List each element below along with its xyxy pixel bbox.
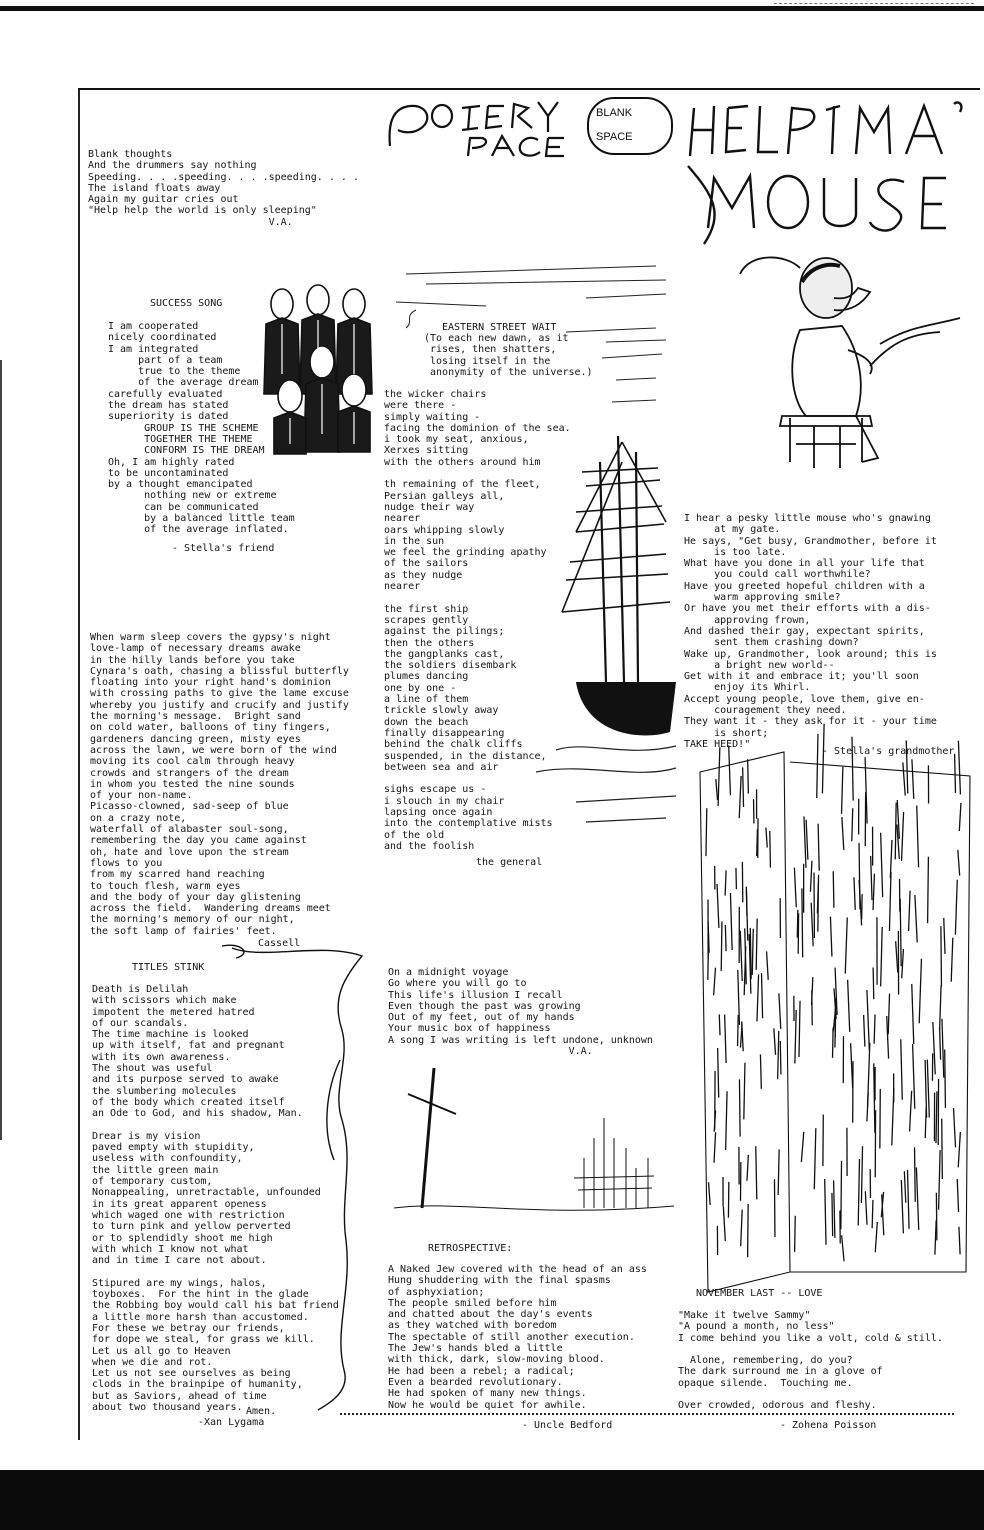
bookshelf-stroke [940, 986, 941, 1030]
bookshelf-stroke [725, 870, 726, 895]
bookshelf-stroke [913, 1044, 915, 1109]
bookshelf-stroke [757, 829, 758, 856]
bookshelf-stroke [740, 1023, 742, 1047]
bookshelf-stroke [890, 840, 892, 878]
bookshelf-stroke [762, 973, 763, 1018]
bookshelf-stroke [933, 1022, 935, 1074]
bookshelf-stroke [951, 938, 953, 982]
top-rule [0, 6, 984, 11]
bookshelf-stroke [748, 759, 749, 793]
bookshelf-stroke [916, 1167, 918, 1229]
bookshelf-stroke [881, 833, 883, 897]
bookshelf-stroke [892, 1088, 894, 1145]
bookshelf-stroke [780, 1041, 781, 1074]
bookshelf-stroke [706, 808, 707, 856]
top-dotted-rule [774, 0, 974, 4]
bookshelf-stroke [723, 1207, 725, 1241]
success-song-author: - Stella's friend [172, 543, 275, 554]
bookshelf-stroke [834, 1180, 835, 1238]
bookshelf-stroke [811, 903, 813, 947]
bookshelf-stroke [725, 1015, 726, 1063]
bookshelf-stroke [741, 1210, 743, 1247]
bookshelf-stroke [903, 762, 905, 795]
gypsy-night-poem: When warm sleep covers the gypsy's night love-lamp of necessary dreams awake in the hilly lands before you take Cynara's oath, chasing a blissful butterfly floating into your right hand's dominion with crossing paths to give the lame excuse whereby you justify and crucify and justify the morning's message. Bright sand on cold water, balloons of tiny fingers, gardeners dancing green, misty eyes across the lawn, we were born of the wind moving its cool calm through heavy crowds and strangers of the dream in whom you tested the nine sounds of your non-name. Picasso-clowned, sad-seep of blue on a crazy note, waterfall of alabaster soul-song, remembering the day you came against oh, hate and love upon the stream flows to you from my scarred hand reaching to touch flesh, warm eyes and the body of your day glistening across the field. Wandering dreams meet the morning's memory of our night, the soft lamp of fairies' feet. [90, 632, 349, 937]
bookshelf-stroke [925, 1107, 926, 1138]
eastern-street-wait-title: EASTERN STREET WAIT [442, 322, 557, 333]
smoking-mouse-illustration [730, 248, 970, 478]
bookshelf-stroke [872, 1200, 873, 1228]
bookshelf-stroke [743, 767, 744, 807]
bookshelf-stroke [910, 1091, 912, 1132]
bottom-dotted-rule [340, 1413, 954, 1415]
bookshelf-stroke [709, 1182, 711, 1205]
bottom-edge [0, 1470, 984, 1530]
bookshelf-stroke [779, 993, 781, 1029]
retrospective-title: RETROSPECTIVE: [428, 1243, 513, 1254]
bookshelf-stroke [941, 926, 942, 987]
bookshelf-stroke [806, 820, 808, 860]
bookshelf-stroke [958, 1132, 960, 1167]
bookshelf-stroke [714, 1132, 716, 1163]
titles-stink-title: TITLES STINK [132, 962, 205, 973]
bookshelf-stroke [795, 1216, 796, 1252]
bookshelf-stroke [871, 856, 872, 900]
titles-stink-author: -Xan Lygama [198, 1417, 265, 1428]
bookshelf-stroke [959, 803, 961, 831]
pesky-mouse-author: - Stella's grandmother [822, 746, 955, 757]
bookshelf-stroke [928, 857, 929, 923]
bookshelf-stroke [739, 776, 741, 818]
bookshelf-stroke [852, 808, 853, 841]
bookshelf-stroke [915, 1147, 916, 1202]
bookshelf-stroke [881, 927, 883, 986]
bookshelf-stroke [845, 917, 847, 973]
bookshelf-stroke [895, 803, 896, 860]
november-last-poem: "Make it twelve Sammy" "A pound a month, no less" I come behind you like a volt, cold & still. Alone, remembering, do you? The dark surround me in a glove of opaque silende. Touching me. Over crowded, odorous and fleshy. [678, 1310, 943, 1412]
gypsy-night-author: Cassell [258, 938, 301, 949]
bookshelf-stroke [912, 984, 914, 1044]
bookshelf-stroke [875, 1222, 877, 1252]
bookshelf-stroke [766, 828, 767, 848]
bookshelf-stroke [867, 1093, 868, 1122]
left-margin-rule [0, 360, 10, 1140]
bookshelf-stroke [774, 1028, 776, 1055]
bookshelf-stroke [757, 974, 759, 1021]
bookshelf-stroke [842, 767, 843, 814]
bookshelf-stroke [873, 874, 874, 910]
bookshelf-stroke [810, 861, 811, 892]
bookshelf-stroke [770, 831, 771, 868]
bookshelf-stroke [833, 871, 834, 908]
poetry-space-logo [380, 94, 680, 164]
bookshelf-stroke [802, 888, 803, 957]
bookshelf-stroke [740, 931, 742, 981]
bookshelf-stroke [842, 817, 844, 850]
titles-stink-closing: Amen. [246, 1406, 277, 1417]
success-song-poem: I am cooperated nicely coordinated I am integrated part of a team true to the theme of the average dream carefully evaluated the dream has stated superiority is dated GROUP IS THE SCHEME TOGETHER THE THEME CONFORM IS THE DREAM Oh, I am highly rated to be uncontaminated by a thought emancipated nothing new or extreme can be communicated by a balanced little team of the average inflated. [108, 321, 295, 536]
bookshelf-stroke [901, 1039, 903, 1099]
bookshelf-stroke [795, 1010, 796, 1064]
bookshelf-stroke [935, 1220, 936, 1254]
bookshelf-stroke [959, 1227, 960, 1255]
bookshelf-stroke [942, 1119, 943, 1179]
bookshelf-stroke [825, 1179, 826, 1245]
bookshelf-stroke [833, 1027, 834, 1057]
success-song-title: SUCCESS SONG [150, 298, 223, 309]
bookshelf-stroke [865, 1191, 867, 1224]
bookshelf-stroke [835, 998, 836, 1047]
bookshelf-stroke [841, 1161, 842, 1230]
bookshelf-stroke [907, 1170, 909, 1229]
bookshelf-stroke [912, 759, 914, 799]
bookshelf-stroke [888, 993, 889, 1034]
bookshelf-stroke [778, 1031, 779, 1079]
bookshelf-stroke [726, 1091, 727, 1150]
bookshelf-stroke [955, 880, 957, 935]
bookshelf-stroke [746, 887, 747, 916]
bookshelf-stroke [801, 1132, 803, 1162]
bookshelf-stroke [861, 1146, 862, 1203]
bookshelf-stroke [944, 918, 945, 954]
bookshelf-stroke [725, 925, 726, 951]
bookshelf-stroke [874, 1014, 875, 1043]
help-im-a-mouse-title [684, 96, 974, 246]
bookshelf-stroke [955, 754, 956, 793]
bookshelf-stroke [858, 1159, 859, 1226]
bookshelf-stroke [867, 990, 869, 1050]
bookshelf-stroke [904, 1171, 905, 1203]
bookshelf-stroke [752, 929, 753, 975]
blank-thoughts-poem: Blank thoughts And the drummers say nothing Speeding. . . .speeding. . . .speeding. . . . The island floats away Again my guitar cries out "Help help the world is only sleeping" V.A. [88, 149, 359, 228]
bookshelf-stroke [717, 884, 719, 928]
bookshelf-stroke [730, 893, 732, 950]
november-last-title: NOVEMBER LAST -- LOVE [696, 1288, 823, 1299]
bookshelf-stroke [915, 895, 917, 942]
bookshelf-stroke [832, 1193, 833, 1236]
bookshelf-stroke [842, 1235, 844, 1261]
bookshelf-stroke [719, 1014, 720, 1035]
cross-skyline-illustration [394, 1058, 684, 1228]
retrospective-poem: A Naked Jew covered with the head of an ass Hung shuddering with the final spasms of asphyxiation; The people smiled before him and chatted about the day's events as they watched with boredom The spectable of still another execution. The Jew's hands bled a little with thick, dark, slow-moving blood. He had been a rebel; a radical; Even a bearded revolutionary. He had spoken of many new things. Now he would be quiet for awhile. [388, 1264, 647, 1411]
bookshelf-stroke [859, 843, 860, 910]
bookshelf-stroke [738, 1015, 739, 1046]
top-edge [0, 0, 984, 14]
pesky-mouse-poem: I hear a pesky little mouse who's gnawing at my gate. He says, "Get busy, Grandmother, before it is too late. What have you done in all your life that you could call worthwhile? Have you greeted hopeful children with a warm approving smile? Or have you met their efforts with a dis- approving frown, And dashed their gay, expectant spirits, sent them crashing down? Wake up, Grandmother, look around; this is a bright new world-- Get with it and embrace it; you'll soon enjoy its Whirl. Accept young people, love them, give en- couragement they need. They want it - they ask for it - your time is short; TAKE HEED!" [684, 513, 937, 750]
bookshelf-stroke [729, 746, 731, 796]
bookshelf-stroke [958, 850, 960, 876]
bookshelf-illustration [694, 752, 974, 1292]
bookshelf-stroke [744, 1063, 745, 1120]
bookshelf-stroke [902, 812, 904, 861]
space-label: SPACE [596, 131, 633, 143]
bookshelf-stroke [739, 1079, 740, 1136]
eastern-street-wait-poem: the wicker chairs were there - simply waiting - facing the dominion of the sea. i took my seat, anxious, Xerxes sitting with the others around him th remaining of the fleet, Persian galleys all, nudge their way nearer oars whipping slowly in the sun we feel the grinding apathy of the sailors as they nudge nearer the first ship scrapes gently against the pilings; then the others the gangplanks cast, the soldiers disembark plumes dancing one by one - a line of them trickle slowly away down the beach finally disappearing behind the chalk cliffs suspended, in the distance, between sea and air sighs escape us - i slouch in my chair lapsing once again into the contemplative mists of the old and the foolish [384, 389, 571, 852]
bookshelf-stroke [896, 941, 898, 972]
bookshelf-stroke [747, 1155, 748, 1181]
bookshelf-stroke [756, 919, 757, 970]
midnight-voyage-poem: On a midnight voyage Go where you will go to This life's illusion I recall Even though the past was growing Out of my feet, out of my hands Your music box of happiness A song I was writing is left undone, unknown V.A. [388, 967, 653, 1058]
blank-space-stamp [596, 106, 632, 144]
bookshelf-stroke [889, 872, 891, 931]
bookshelf-stroke [957, 1179, 958, 1212]
bookshelf-stroke [936, 1091, 937, 1143]
bookshelf-stroke [945, 1050, 946, 1108]
bookshelf-stroke [917, 806, 919, 868]
bookshelf-stroke [927, 1060, 929, 1118]
bookshelf-stroke [942, 1019, 944, 1078]
bookshelf-stroke [909, 891, 910, 931]
bookshelf-stroke [818, 824, 819, 871]
eastern-street-wait-subtitle: (To each new dawn, as it rises, then shatters, losing itself in the anonymity of the universe.) [424, 333, 593, 378]
bookshelf-stroke [919, 959, 921, 1024]
bookshelf-stroke [873, 967, 874, 999]
bookshelf-stroke [814, 1128, 816, 1189]
bookshelf-stroke [744, 946, 746, 995]
bookshelf-stroke [902, 949, 904, 978]
bookshelf-stroke [830, 917, 832, 957]
titles-stink-poem: Death is Delilah with scissors which make impotent the metered hatred of our scandals. The time machine is looked up with itself, fat and pregnant with its own awareness. The shout was useful and its purpose served to awake the slumbering molecules of the body which created itself an Ode to God, and his shadow, Man. Drear is my vision paved empty with stupidity, useless with confoundity, the little green main of temporary custom, Nonappealing, unretractable, unfounded in its great apparent openess which waged one with restriction to turn pink and yellow perverted or to splendidly shoot me high with which I know not what and in time I care not about. Stipured are my wings, halos, toyboxes. For the hint in the glade the Robbing boy would call his bat friend a little more harsh than accustomed. For these we betray our friends, for dope we steal, for grass we kill. Let us all go to Heaven when we die and rot. Let us not see ourselves as being clods in the brainpipe of humanity, but as Saviors, ahead of time about two thousand years. [92, 984, 339, 1413]
blank-label: BLANK [596, 107, 633, 119]
bookshelf-stroke [748, 1204, 749, 1257]
bookshelf-stroke [954, 1108, 956, 1147]
bookshelf-stroke [756, 1146, 757, 1199]
bookshelf-stroke [901, 1180, 903, 1233]
bookshelf-stroke [848, 980, 850, 1032]
bookshelf-stroke [778, 1149, 779, 1195]
bookshelf-stroke [939, 1150, 941, 1210]
bookshelf-stroke [799, 1001, 800, 1057]
eastern-street-wait-author: the general [476, 857, 543, 868]
bookshelf-stroke [794, 868, 796, 908]
bookshelf-stroke [864, 1015, 865, 1047]
bookshelf-stroke [721, 921, 722, 970]
bookshelf-stroke [718, 1048, 719, 1098]
retrospective-author: - Uncle Bedford [522, 1420, 613, 1431]
bookshelf-stroke [714, 968, 716, 996]
bookshelf-stroke [718, 747, 720, 806]
bookshelf-stroke [760, 1054, 761, 1088]
bookshelf-stroke [767, 951, 769, 979]
november-last-author: - Zohena Poisson [780, 1420, 877, 1431]
bookshelf-stroke [854, 877, 855, 909]
bookshelf-stroke [716, 779, 718, 800]
bookshelf-stroke [812, 977, 813, 1005]
bookshelf-stroke [940, 1028, 941, 1060]
